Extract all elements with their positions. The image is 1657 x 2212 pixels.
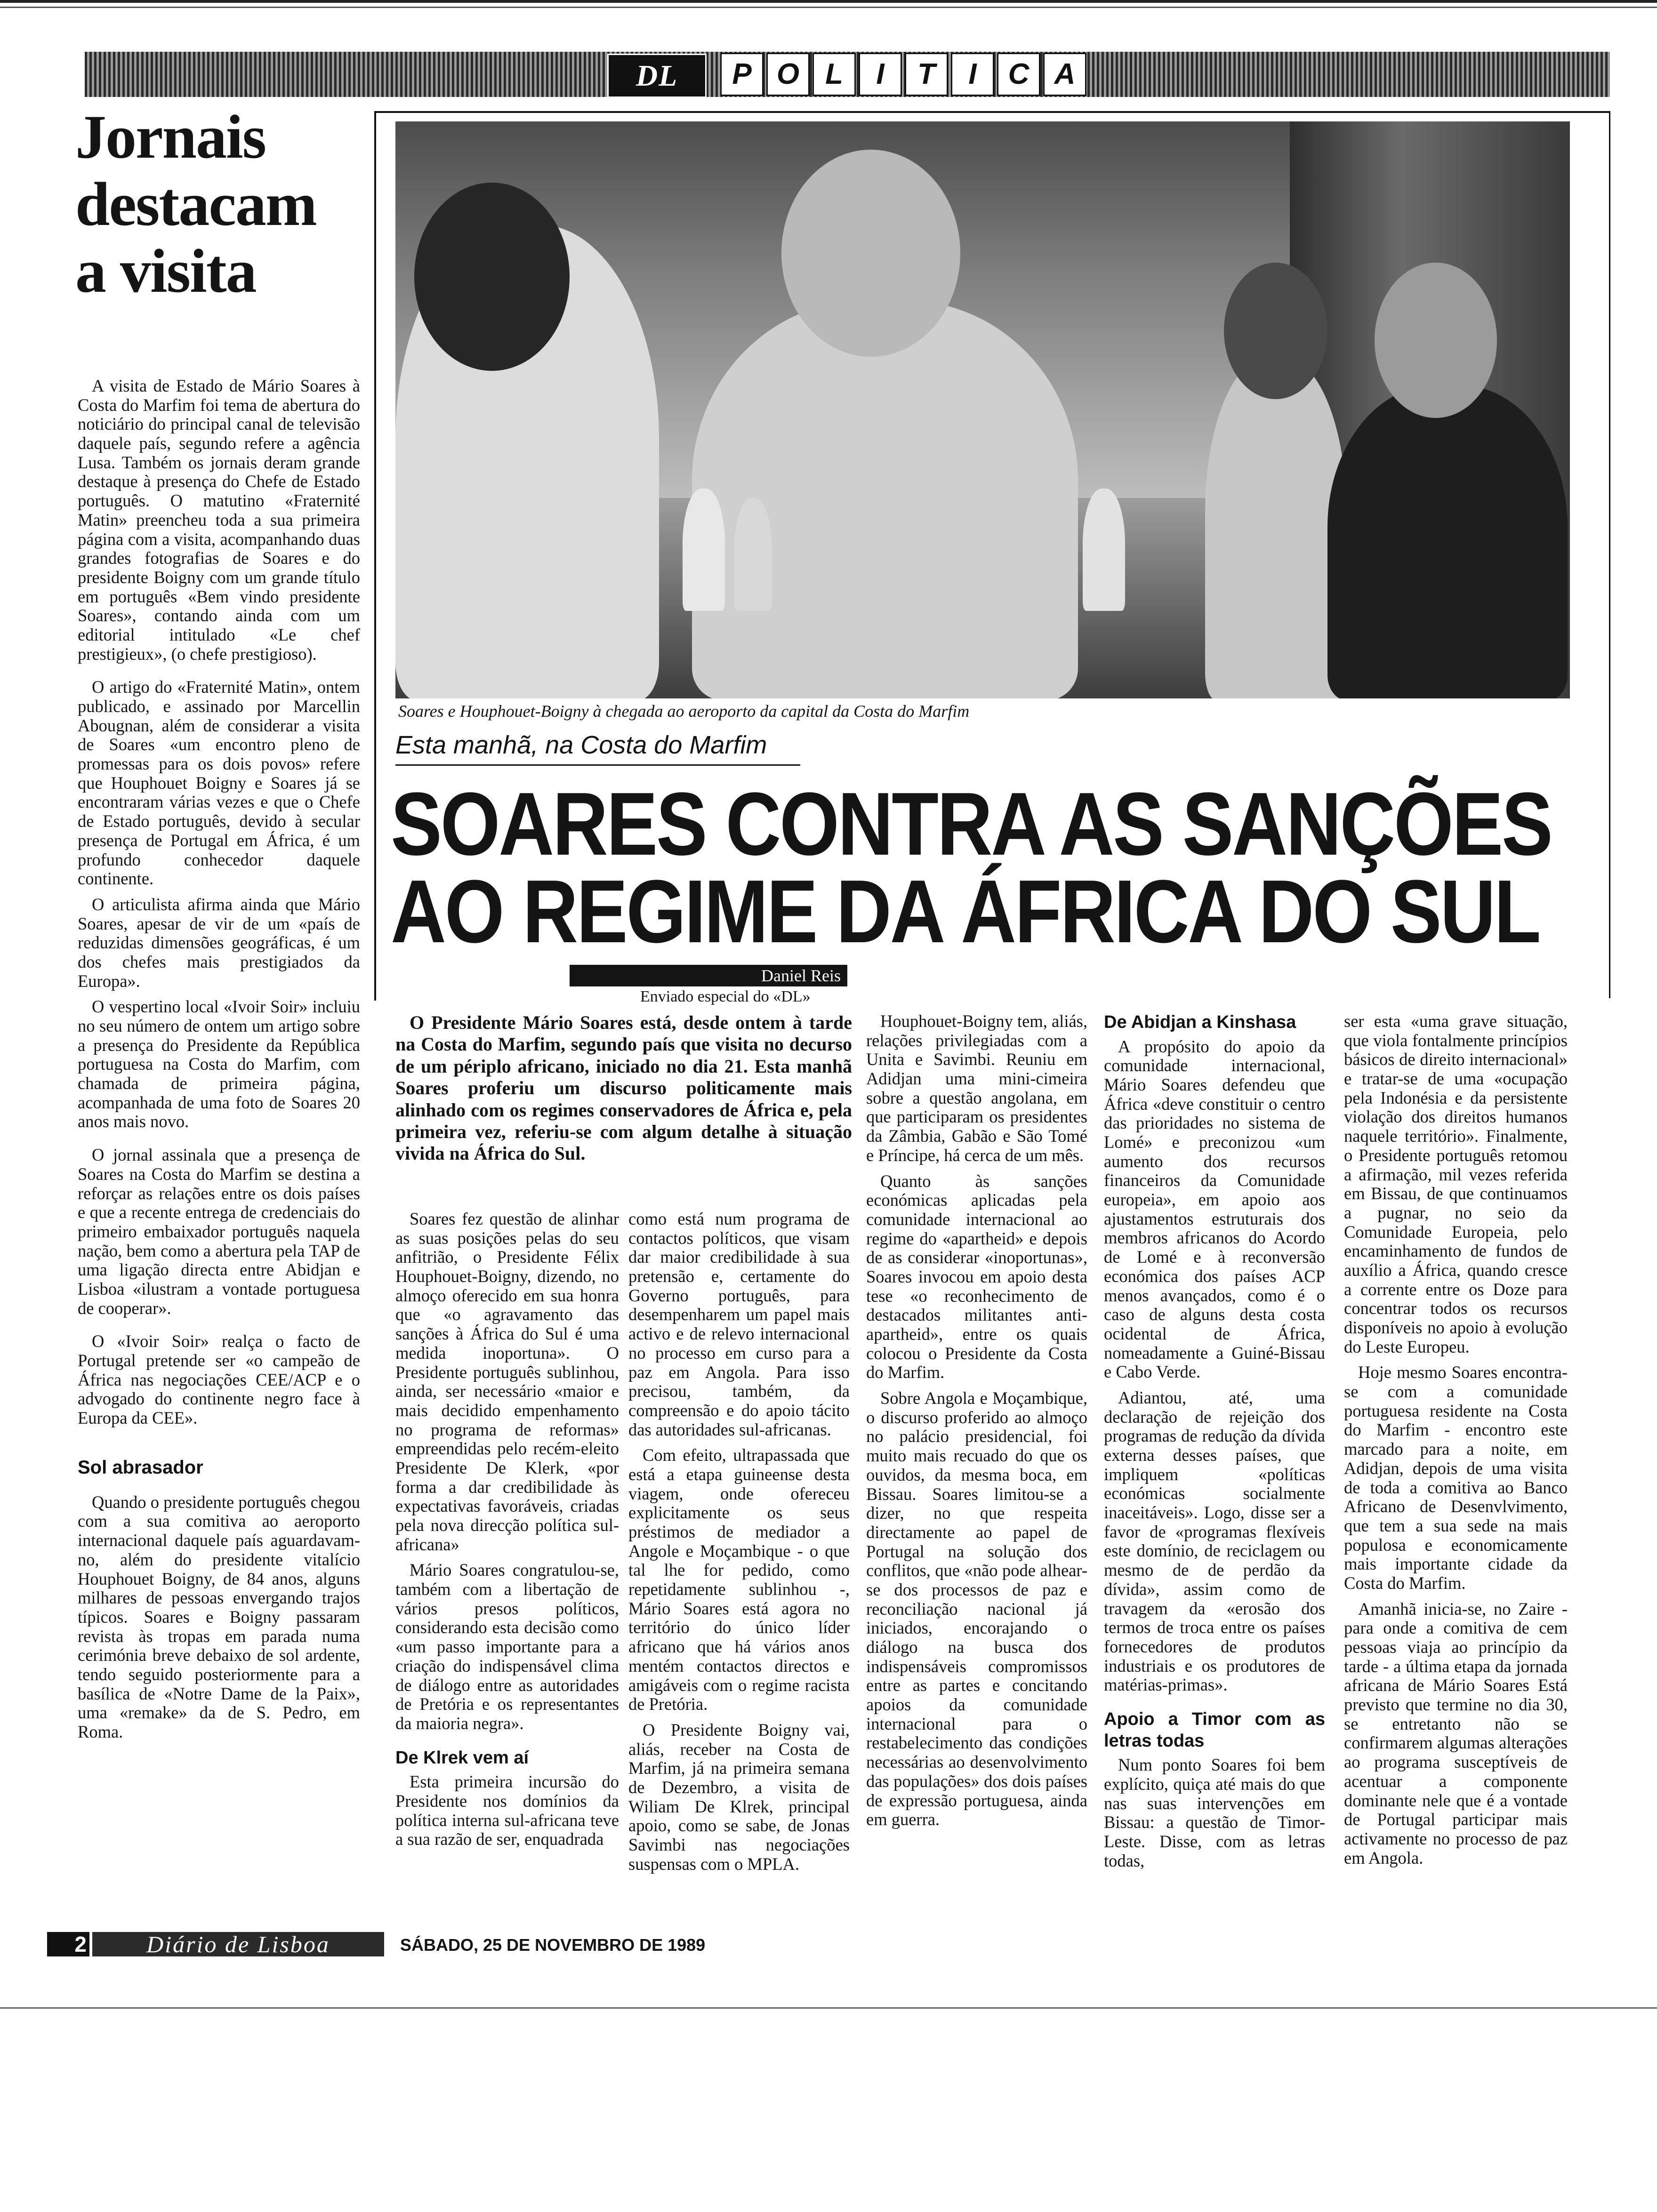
article-paragraph: Amanhã inicia-se, no Zaire - para onde a comitiva de cem pessoas viaja ao princípio da tarde - a última etapa da jornada africana de Mário Soares Está previsto que termine no dia 30, se entretanto não se confirmarem algumas alterações ao programa susceptíveis de acentuar a componente dominante nele que é a vontade de Portugal participar mais activamente no processo de paz em Angola. <box>1344 1599 1568 1867</box>
section-letter: A <box>1043 53 1086 96</box>
article-paragraph: Mário Soares congratulou-se, também com a libertação de vários presos políticos, considerando esta decisão como «um passo importante para a criação do indispensável clima de diálogo entre as autoridades de Pretória e os representantes da maioria negra». <box>395 1560 619 1733</box>
article-frame-left <box>374 111 376 1001</box>
article-lead <box>395 1012 852 1171</box>
article-subhead: De Klrek vem aí <box>395 1747 529 1768</box>
article-paragraph: Quanto às sanções económicas aplicadas pela comunidade internacional ao regime do «apartheid» e depois de as considerar «inoportunas», Soares invocou em apoio desta tese «o reconhecimento de destacados militantes anti-apartheid», entre os quais colocou o Presidente da Costa do Marfim. <box>866 1171 1087 1382</box>
person-figure <box>1205 357 1346 698</box>
article-column-1 <box>395 1210 619 1856</box>
top-rule-2 <box>0 7 1657 8</box>
section-title-politica <box>720 53 1086 96</box>
sidebar-paragraph: O artigo do «Fraternité Matin», ontem publicado, e assinado por Marcellin Abougnan, além de considerar a visita de Soares «um encontro pleno de promessas para os dois povos» refere que Houphouet Boigny e Soares já se encontraram várias vezes e que o Chefe de Estado português, devido à secular presença de Portugal em África, é um profundo conhecedor daquele continente. <box>78 677 360 889</box>
top-rule <box>0 0 1657 3</box>
article-paragraph: Sobre Angola e Moçambique, o discurso proferido ao almoço no palácio presidencial, foi muito mais recuado do que os ouvidos, da mesma boca, em Bissau. Soares limitou-se a dizer, no que respeita directamente ao papel de Portugal na solução dos conflitos, que «não pode alhear-se dos processos de paz e reconciliação nacional já iniciados, encorajando o diálogo na busca dos indispensáveis compromissos entre as partes e concitando apoios da comunidade internacional para o restabelecimento das condições necessárias ao desenvolvimento das populações» dos dois países de expressão portuguesa, ainda em guerra. <box>866 1388 1087 1829</box>
article-column-5 <box>1344 1012 1568 1874</box>
kicker-rule <box>395 764 800 766</box>
person-figure <box>1327 385 1568 698</box>
article-paragraph: Soares fez questão de alinhar as suas posições pelas do seu anfitrião, o Presidente Félix Houphouet-Boigny, dizendo, no almoço oferecido em sua honra que «o agravamento das sanções à África do Sul é uma medida inoportuna». O Presidente português sublinhou, ainda, ser necessário «maior e mais decidido empenhamento no programa de reformas» empreendidas pelo recém-eleito Presidente De Klerk, «por forma a dar credibilidade às expectativas favoráveis, criadas pela nova direcção política sul-africana» <box>395 1209 619 1554</box>
article-column-2 <box>628 1210 850 1880</box>
headline-line: AO REGIME DA ÁFRICA DO SUL <box>391 862 1540 962</box>
sidebar-subhead: Sol abrasador <box>78 1457 203 1478</box>
section-letter: C <box>997 53 1040 96</box>
person-head <box>414 183 570 371</box>
article-frame-right <box>1609 111 1610 998</box>
bottom-rule <box>0 2007 1657 2009</box>
news-photo <box>395 121 1570 698</box>
article-paragraph: como está num programa de contactos políticos, que visam dar maior credibilidade à sua pretensão e, certamente do Governo português, para desempenharem um papel mais activo e de relevo internacional no processo em curso para a paz em Angola. Para isso precisou, também, da compreensão e do apoio tácito das autoridades sul-africanas. <box>628 1209 850 1439</box>
article-frame-top <box>374 111 1610 113</box>
newspaper-name: Diário de Lisboa <box>92 1932 384 1956</box>
kicker: Esta manhã, na Costa do Marfim <box>395 731 767 759</box>
sidebar-paragraph: A visita de Estado de Mário Soares à Costa do Marfim foi tema de abertura do noticiário do principal canal de televisão daquele país, segundo refere a agência Lusa. Também os jornais deram grande destaque à presença do Chefe de Estado português. O matutino «Fraternité Matin» preencheu toda a sua primeira página com a visita, acompanhando duas grandes fotografias de Soares e do presidente Boigny com um grande título em português «Bem vindo presidente Soares», contando ainda com um editorial intitulado «Le chef prestigieux», (o chefe prestigioso). <box>78 376 360 664</box>
article-subhead: De Abidjan a Kinshasa <box>1104 1012 1296 1032</box>
headline-line: SOARES CONTRA AS SANÇÕES <box>391 774 1552 874</box>
article-paragraph: Hoje mesmo Soares encontra-se com a comunidade portuguesa residente na Costa do Marfim - encontro este marcado para a noite, em Adidjan, depois de uma visita de toda a comitiva ao Banco Africano de Desenvlvimento, que tem a sua sede na mais populosa e economicamente mais importante cidade da Costa do Marfim. <box>1344 1362 1568 1593</box>
sidebar-title-line: destacam <box>75 169 316 239</box>
byline: Daniel Reis <box>570 965 847 986</box>
section-letter: L <box>812 53 856 96</box>
article-paragraph: O Presidente Boigny vai, aliás, receber na Costa de Marfim, já na primeira semana de Dezembro, a visita de Wiliam De Klrek, principal apoio, como se sabe, de Jonas Savimbi nas negociações suspensas com o MPLA. <box>628 1720 850 1874</box>
section-letter: P <box>720 53 764 96</box>
section-letter: I <box>859 53 902 96</box>
person-head <box>1375 263 1497 418</box>
sidebar-paragraph: O jornal assinala que a presença de Soares na Costa do Marfim se destina a reforçar as relações entre os dois países e que a recente entrega de credenciais do primeiro embaixador português naquela nação, bem como a abertura pela TAP de uma ligação directa entre Abidjan e Lisboa «ilustram a vontade portuguesa de cooperar». <box>78 1145 360 1318</box>
article-paragraph: Com efeito, ultrapassada que está a etapa guineense desta viagem, onde ofereceu explicitamente os seus préstimos de mediador a Angole e Moçambique - o que tal lhe for pedido, como repetidamente sublinhou -, Mário Soares está agora no território do único líder africano que há vários anos mentém contactos directos e amigáveis com o regime racista de Pretória. <box>628 1445 850 1714</box>
article-subhead: Apoio a Timor com as letras todas <box>1104 1709 1325 1751</box>
sidebar-paragraph: Quando o presidente português chegou com a sua comitiva ao aeroporto internacional daquele país aguardavam-no, além do presidente vitalício Houphouet Boigny, de 84 anos, alguns milhares de pessoas envergando trajos típicos. Soares e Boigny passaram revista às tropas em parada numa cerimónia breve debaixo de sol ardente, tendo seguido posteriormente para a basílica de «Notre Dame de la Paix», uma «remake» da de S. Pedro, em Roma. <box>78 1492 360 1741</box>
person-head <box>781 150 960 357</box>
dl-logo: DL <box>607 54 707 98</box>
photo-caption: Soares e Houphouet-Boigny à chegada ao aeroporto da capital da Costa do Marfim <box>398 702 970 721</box>
issue-date: SÁBADO, 25 DE NOVEMBRO DE 1989 <box>400 1935 706 1955</box>
headline <box>391 774 1552 962</box>
sidebar-title-line: a visita <box>75 236 256 306</box>
article-paragraph: Esta primeira incursão do Presidente nos domínios da política interna sul-africana teve a sua razão de ser, enquadrada <box>395 1772 619 1849</box>
sidebar-paragraph: O articulista afirma ainda que Mário Soares, apesar de vir de um «país de reduzidas dimensões geográficas, é um dos chefes mais prestigiados da Europa». <box>78 894 360 991</box>
section-letter: I <box>951 53 994 96</box>
article-paragraph: Num ponto Soares foi bem explícito, quiça até mais do que nas suas intervenções em Bissau: a questão de Timor-Leste. Disse, com as letras todas, <box>1104 1755 1325 1870</box>
article-paragraph: A propósito do apoio da comunidade internacional, Mário Soares defendeu que África «deve constituir o centro das prioridades no sistema de Lomé» e preconizou «um aumento dos recursos financeiros da Comunidade europeia», em apoio aos ajustamentos estruturais dos membros africanos do Acordo de Lomé e à reconversão económica dos países ACP menos avançados, como é o caso de alguns desta costa ocidental de África, nomeadamente a Guiné-Bissau e Cabo Verde. <box>1104 1036 1325 1382</box>
article-paragraph: ser esta «uma grave situação, que viola fontalmente princípios básicos de direito internacional» e tratar-se de uma «ocupação pela Indonésia e da persistente violação dos direitos humanos naquele território». Finalmente, o Presidente português retomou a afirmação, mil vezes referida em Bissau, de que continuamos a pugnar, no seio da Comunidade Europeia, pelo encaminhamento de fundos de auxílio a África, quando cresce a corrente entre os Doze para concentrar todos os recursos disponíveis no apoio à evolução do Leste Europeu. <box>1344 1011 1568 1356</box>
byline-sub: Enviado especial do «DL» <box>640 988 811 1005</box>
article-column-3 <box>866 1012 1087 1836</box>
article-paragraph: Adiantou, até, uma declaração de rejeição dos programas de redução da dívida externa desses países, que impliquem «políticas económicas socialmente inaceitáveis». Logo, disse ser a favor de «programas flexíveis este domínio, de reciclagem ou mesmo de de perdão da dívida», assim como de travagem da «erosão dos termos de troca entre os países fornecedores de produtos industriais e os produtores de matérias-primas». <box>1104 1387 1325 1695</box>
section-letter: T <box>905 53 948 96</box>
sidebar-title-line: Jornais <box>75 102 266 171</box>
page-number: 2 <box>47 1932 89 1956</box>
sidebar-title <box>75 104 339 305</box>
sidebar-paragraph: O vespertino local «Ivoir Soir» incluiu no seu número de ontem um artigo sobre a presença do Presidente da República portuguesa na Costa do Marfim, com chamada de primeira página, acompanhada de uma foto de Soares 20 anos mais novo. <box>78 997 360 1131</box>
person-head <box>1224 263 1327 399</box>
article-column-4 <box>1104 1012 1325 1877</box>
lead-paragraph: O Presidente Mário Soares está, desde ontem à tarde na Costa do Marfim, segundo país que visita no decurso de um périplo africano, iniciado no dia 21. Esta manhã Soares proferiu um discurso politicamente mais alinhado com os regimes conservadores de África e, pela primeira vez, referiu-se com algum detalhe à situação vivida na África do Sul. <box>395 1012 852 1164</box>
sidebar-body <box>78 377 360 1748</box>
article-paragraph: Houphouet-Boigny tem, aliás, relações privilegiadas com a Unita e Savimbi. Reuniu em Adidjan uma mini-cimeira sobre a questão angolana, em que participaram os presidentes da Zâmbia, Gabão e São Tomé e Príncipe, há cerca de um mês. <box>866 1011 1087 1165</box>
sidebar-paragraph: O «Ivoir Soir» realça o facto de Portugal pretende ser «o campeão de África nas negociações CEE/ACP e o advogado do continente negro face à Europa da CEE». <box>78 1331 360 1428</box>
section-letter: O <box>766 53 810 96</box>
